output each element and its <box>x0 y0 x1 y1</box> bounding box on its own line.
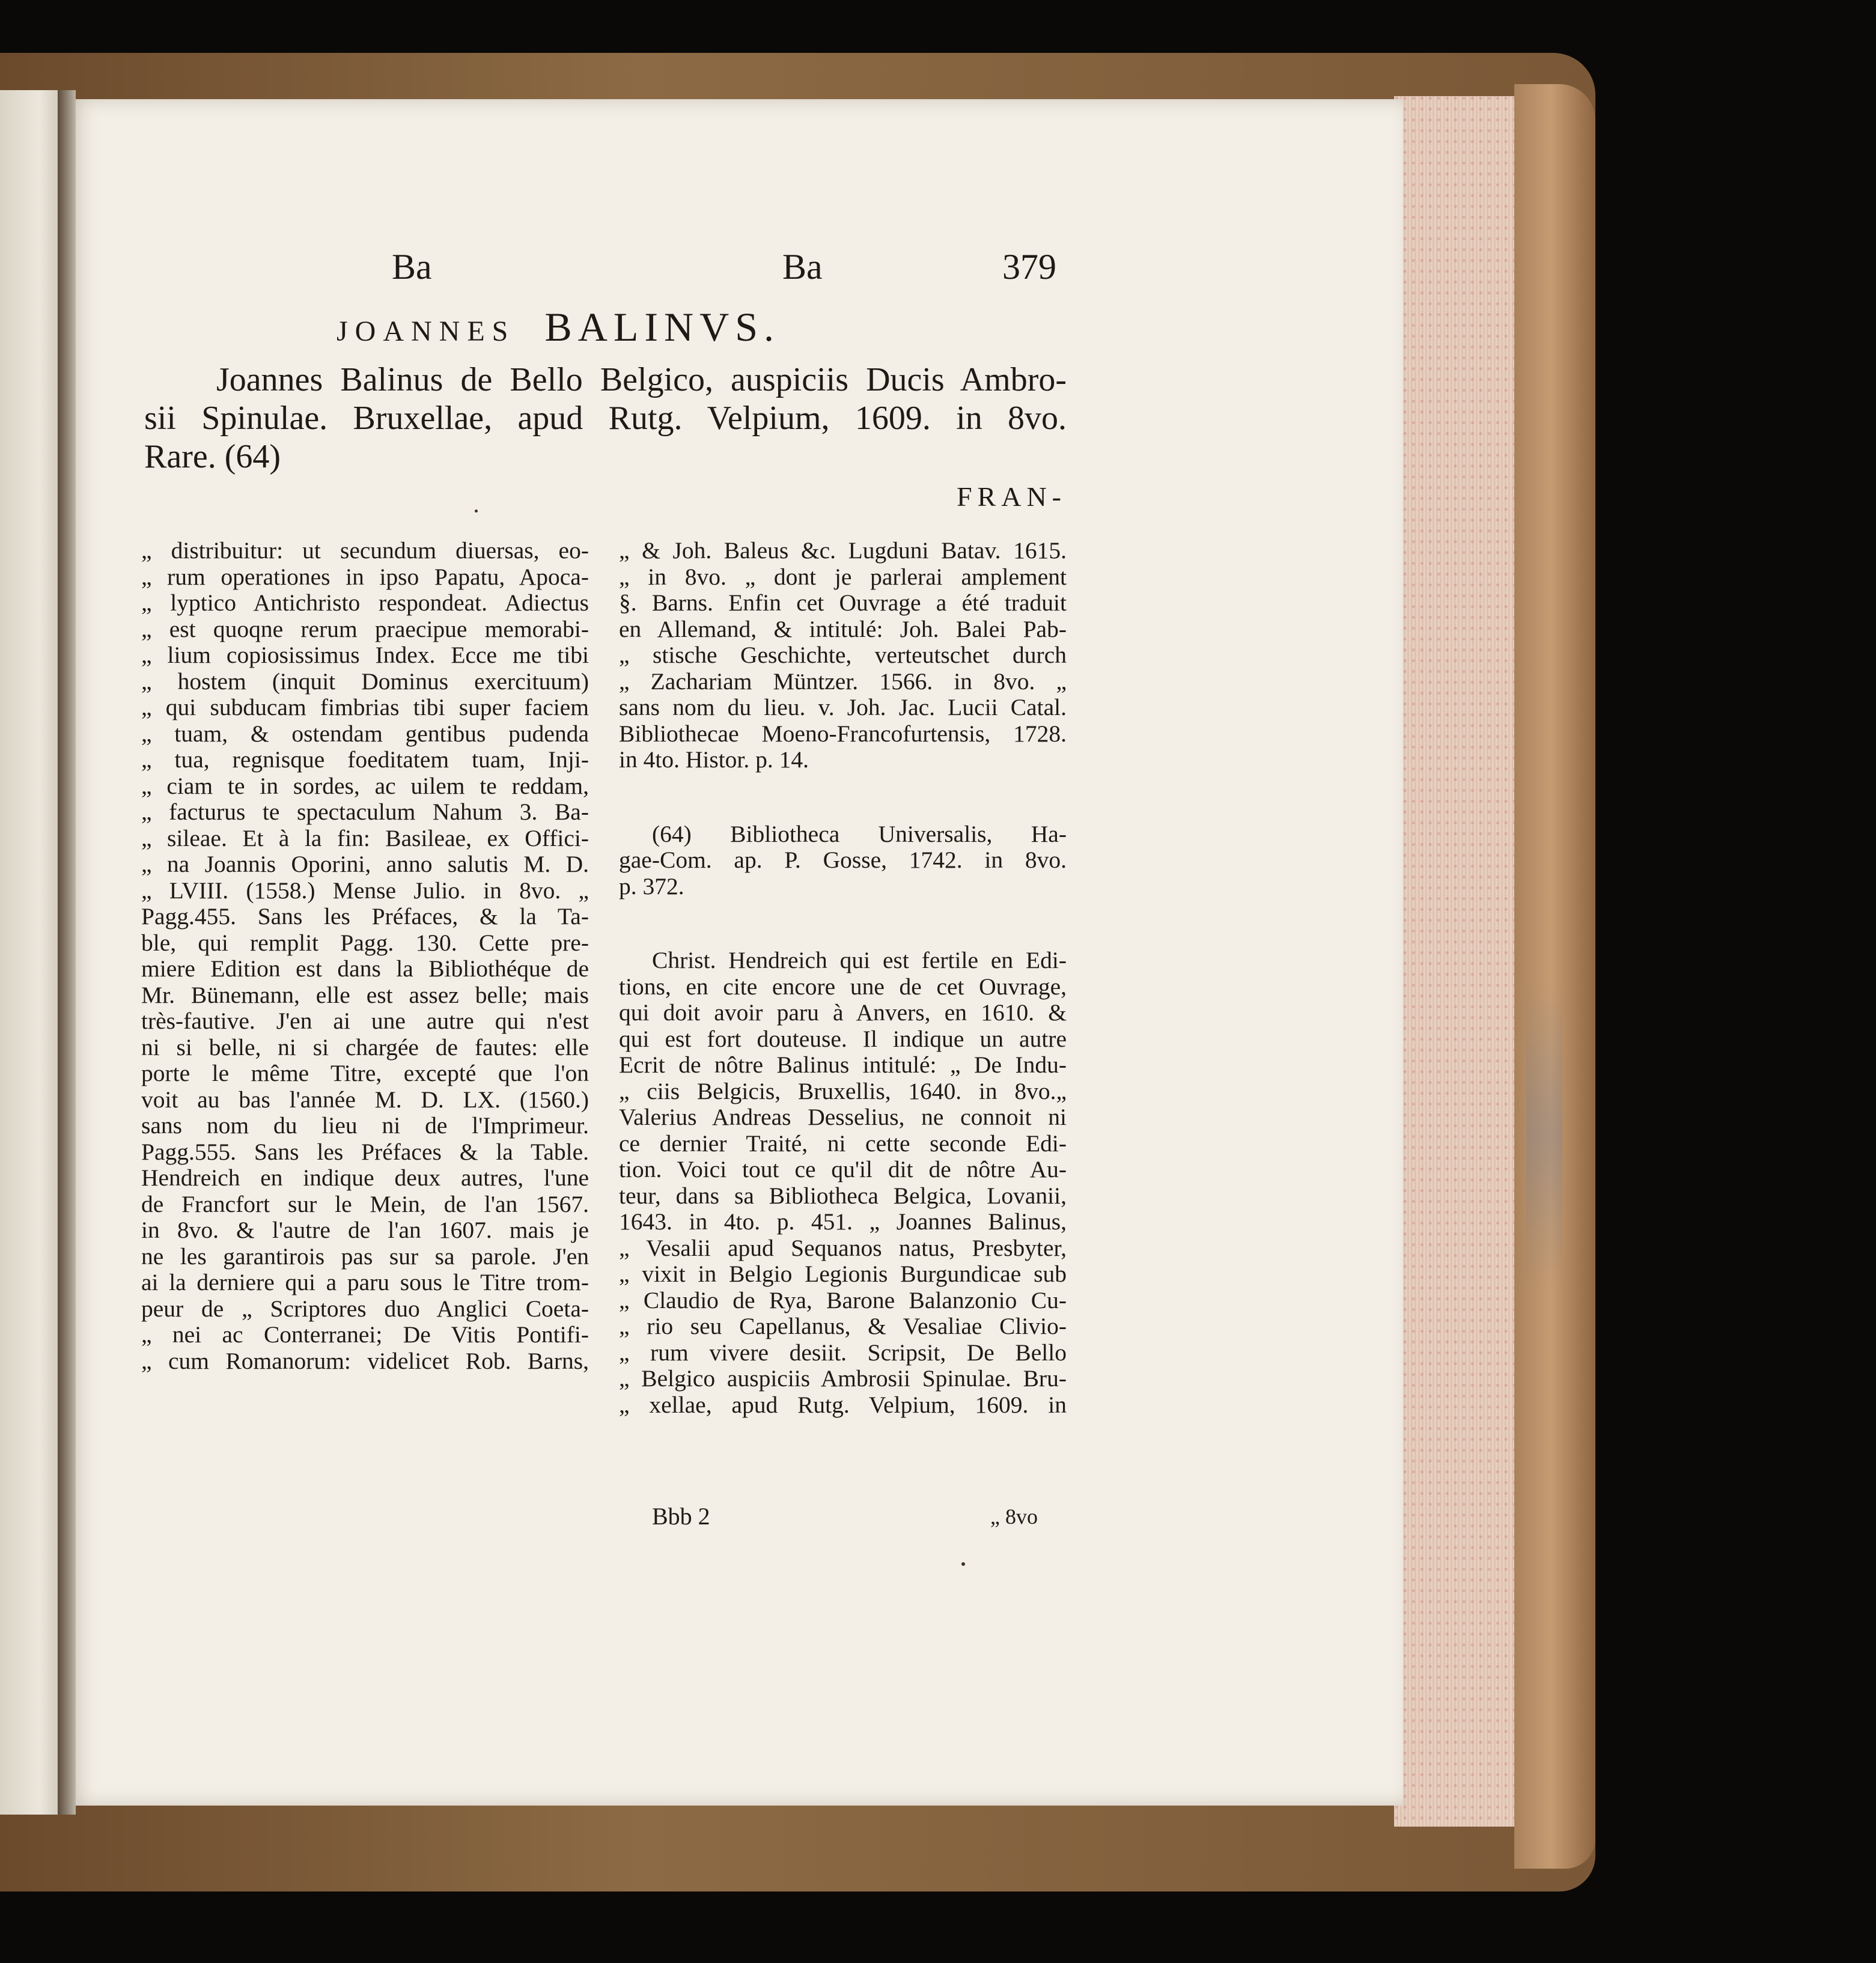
text-line: ni si belle, ni si chargée de fautes: elle <box>141 1034 589 1061</box>
text-line: „ distribuitur: ut secundum diuersas, eo- <box>141 538 589 564</box>
text-line: „ Vesalii apud Sequanos natus, Presbyter, <box>619 1235 1067 1261</box>
intro-line: sii Spinulae. Bruxellae, apud Rutg. Velpium, 1609. in 8vo. <box>144 400 1067 437</box>
text-line: in 8vo. & l'autre de l'an 1607. mais je <box>141 1217 589 1243</box>
text-line: très-fautive. J'en ai une autre qui n'est <box>141 1008 589 1034</box>
text-line: de Francfort sur le Mein, de l'an 1567. <box>141 1191 589 1217</box>
text-line: „ stische Geschichte, verteutschet durch <box>619 642 1067 668</box>
text-line: „ LVIII. (1558.) Mense Julio. in 8vo. „ <box>141 877 589 904</box>
page-number: 379 <box>1002 247 1056 287</box>
text-line: porte le même Titre, excepté que l'on <box>141 1061 589 1086</box>
text-line: „ ciam te in sordes, ac uilem te reddam, <box>141 773 589 799</box>
text-line: in 4to. Histor. p. 14. <box>619 747 809 773</box>
text-line: „ & Joh. Baleus &c. Lugduni Batav. 1615. <box>619 538 1067 564</box>
text-line: „ vixit in Belgio Legionis Burgundicae sub <box>619 1261 1067 1287</box>
text-line: ai la derniere qui a paru sous le Titre trom- <box>141 1270 589 1295</box>
ink-speck <box>961 1562 965 1566</box>
page-edges <box>1394 96 1514 1827</box>
text-line: „ rum vivere desiit. Scripsit, De Bello <box>619 1339 1067 1366</box>
title-surname: BALINVS. <box>544 304 781 350</box>
text-line: Pagg.455. Sans les Préfaces, & la Ta- <box>141 904 589 930</box>
footer-catchword: „ 8vo <box>990 1505 1038 1529</box>
paragraph-gap <box>619 899 1067 948</box>
text-line: Christ. Hendreich qui est fertile en Edi- <box>652 948 1067 973</box>
text-line: Ecrit de nôtre Balinus intitulé: „ De Indu- <box>619 1052 1067 1078</box>
text-line: „ na Joannis Oporini, anno salutis M. D. <box>141 851 589 877</box>
left-page-edge <box>0 90 66 1815</box>
text-line: (64) Bibliotheca Universalis, Ha- <box>652 821 1067 847</box>
text-line: Hendreich en indique deux autres, l'une <box>141 1165 589 1191</box>
text-line: Valerius Andreas Desselius, ne connoit ni <box>619 1104 1067 1130</box>
text-line: „ tuam, & ostendam gentibus pudenda <box>141 720 589 747</box>
text-line: „ tua, regnisque foeditatem tuam, Inji- <box>141 747 589 773</box>
text-line: ce dernier Traité, ni cette seconde Edi- <box>619 1130 1067 1157</box>
text-line: „ Belgico auspiciis Ambrosii Spinulae. Bru- <box>619 1366 1067 1392</box>
signature-mark: Bbb 2 <box>652 1503 710 1530</box>
text-line: „ xellae, apud Rutg. Velpium, 1609. in <box>619 1392 1067 1418</box>
text-line: gae-Com. ap. P. Gosse, 1742. in 8vo. <box>619 847 1067 873</box>
text-line: peur de „ Scriptores duo Anglici Coeta- <box>141 1295 589 1322</box>
text-line: „ Zachariam Müntzer. 1566. in 8vo. „ <box>619 668 1067 695</box>
right-column <box>619 538 1067 1418</box>
text-line: „ lium copiosissimus Index. Ecce me tibi <box>141 642 589 668</box>
entry-title <box>337 303 1106 351</box>
text-line: miere Edition est dans la Bibliothéque de <box>141 956 589 982</box>
text-line: „ est quoqne rerum praecipue memorabi- <box>141 616 589 642</box>
text-line: „ rio seu Capellanus, & Vesaliae Clivio- <box>619 1313 1067 1339</box>
text-line: „ in 8vo. „ dont je parlerai amplement <box>619 564 1067 590</box>
text-line: qui doit avoir paru à Anvers, en 1610. & <box>619 1000 1067 1026</box>
text-line: voit au bas l'année M. D. LX. (1560.) <box>141 1086 589 1113</box>
text-line: „ rum operationes in ipso Papatu, Apoca- <box>141 564 589 590</box>
text-line: en Allemand, & intitulé: Joh. Balei Pab- <box>619 616 1067 642</box>
text-line: „ facturus te spectaculum Nahum 3. Ba- <box>141 799 589 825</box>
intro-line: Joannes Balinus de Bello Belgico, auspiciis Ducis Ambro- <box>216 361 1067 398</box>
header-left: Ba <box>392 247 432 287</box>
text-line: „ cum Romanorum: videlicet Rob. Barns, <box>141 1348 589 1374</box>
text-line: p. 372. <box>619 873 684 899</box>
text-line: Pagg.555. Sans les Préfaces & la Table. <box>141 1139 589 1165</box>
left-column <box>141 538 589 1374</box>
book-spine-edge <box>1514 84 1595 1869</box>
text-line: „ lyptico Antichristo respondeat. Adiectus <box>141 590 589 616</box>
text-line: tions, en cite encore une de cet Ouvrage, <box>619 973 1067 1000</box>
text-line: ne les garantirois pas sur sa parole. J'en <box>141 1243 589 1270</box>
text-line: ble, qui remplit Pagg. 130. Cette pre- <box>141 930 589 956</box>
entry-citation <box>144 361 1067 476</box>
text-line: qui est fort douteuse. Il indique un autre <box>619 1026 1067 1052</box>
text-line: „ sileae. Et à la fin: Basileae, ex Offici- <box>141 825 589 851</box>
text-line: Mr. Bünemann, elle est assez belle; mais <box>141 982 589 1008</box>
paragraph-gap <box>619 773 1067 821</box>
text-line: sans nom du lieu ni de l'Imprimeur. <box>141 1113 589 1139</box>
intro-line: Rare. (64) <box>144 438 281 475</box>
text-line: tion. Voici tout ce qu'il dit de nôtre Au- <box>619 1157 1067 1182</box>
catchword-heading: FRAN- <box>956 481 1067 512</box>
text-line: sans nom du lieu. v. Joh. Jac. Lucii Catal. <box>619 695 1067 720</box>
text-line: „ hostem (inquit Dominus exercituum) <box>141 668 589 695</box>
text-line: Bibliothecae Moeno-Francofurtensis, 1728. <box>619 720 1067 747</box>
ink-speck <box>475 510 478 513</box>
text-line: „ Claudio de Rya, Barone Balanzonio Cu- <box>619 1287 1067 1313</box>
text-line: §. Barns. Enfin cet Ouvrage a été traduit <box>619 590 1067 616</box>
text-line: „ nei ac Conterranei; De Vitis Pontifi- <box>141 1322 589 1348</box>
text-line: 1643. in 4to. p. 451. „ Joannes Balinus, <box>619 1209 1067 1235</box>
page-gutter <box>58 90 76 1815</box>
text-line: „ ciis Belgicis, Bruxellis, 1640. in 8vo.„ <box>619 1078 1067 1104</box>
header-center: Ba <box>782 247 823 287</box>
text-line: „ qui subducam fimbrias tibi super faciem <box>141 695 589 720</box>
title-first-name: JOANNES <box>337 315 516 347</box>
text-line: teur, dans sa Bibliotheca Belgica, Lovanii, <box>619 1182 1067 1209</box>
